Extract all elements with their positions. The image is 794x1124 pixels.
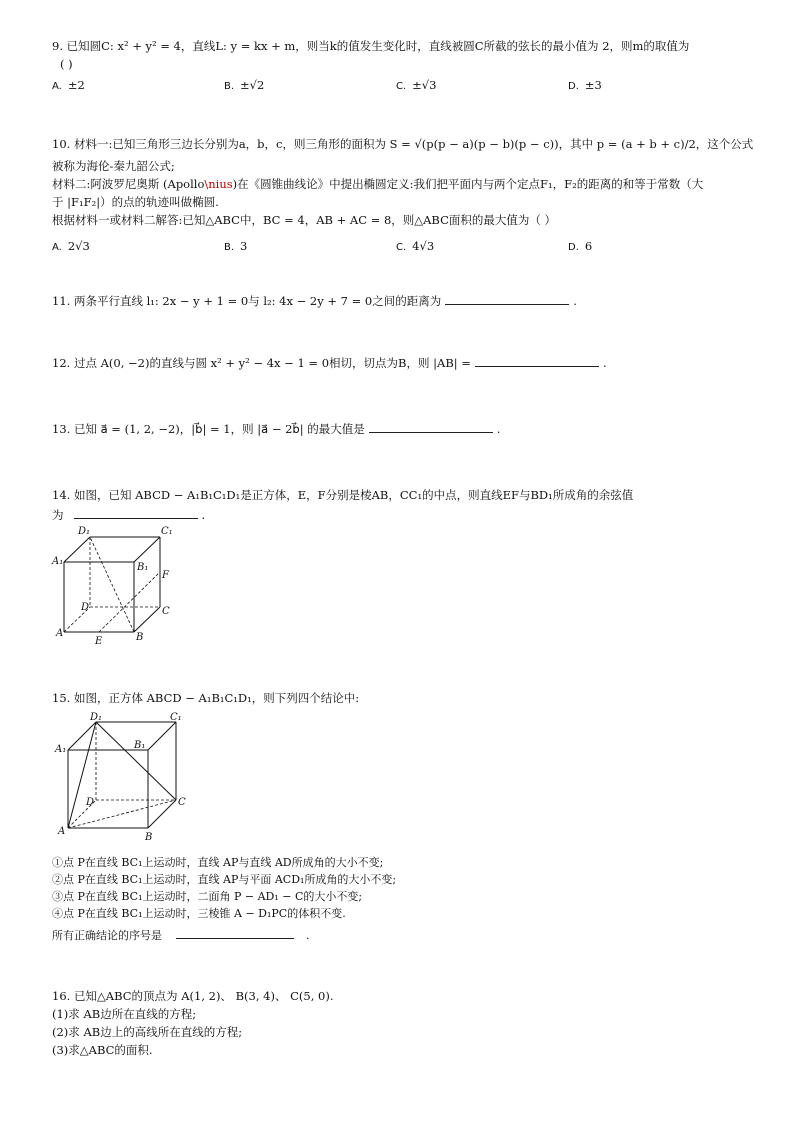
q16-part-3: (3)求△ABC的面积. — [52, 1043, 153, 1057]
q15-item-2: ②点 P在直线 BC₁上运动时，直线 AP与平面 ACD₁所成角的大小不变; — [52, 873, 397, 886]
q9-option-a — [52, 77, 85, 95]
option-text: ±2 — [67, 78, 85, 92]
q13-answer-blank[interactable] — [369, 420, 493, 433]
option-label: C. — [396, 242, 407, 253]
label-c: C — [162, 606, 170, 617]
q10-line2: 被称为海伦-秦九韶公式; — [52, 159, 175, 173]
label-b1: B₁ — [137, 562, 149, 573]
q9-paren: ( ) — [60, 57, 73, 71]
label-b: B — [145, 832, 153, 842]
label-a: A — [58, 826, 66, 837]
q9-option-b — [224, 77, 264, 95]
q16-stem: 16. 已知△ABC的顶点为 A(1, 2)、 B(3, 4)、 C(5, 0). — [52, 989, 334, 1003]
q10-option-c — [396, 238, 434, 256]
label-d1: D₁ — [90, 712, 103, 723]
label-c1: C₁ — [170, 712, 182, 723]
q13-end: . — [496, 422, 501, 436]
option-text: 3 — [240, 239, 248, 253]
segment-d1a — [68, 722, 96, 828]
option-label: B. — [224, 81, 235, 92]
option-text: ±√3 — [412, 78, 437, 92]
q9-option-d — [568, 77, 602, 95]
q12-text: 12. 过点 A(0, −2)的直线与圆 x² + y² − 4x − 1 = 0相切，切点为B，则 |AB| = — [52, 356, 471, 370]
q11-text: 11. 两条平行直线 l₁: 2x − y + 1 = 0与 l₂: 4x − 2y + 7 = 0之间的距离为 — [52, 294, 442, 308]
label-e: E — [95, 636, 103, 647]
option-label: A. — [52, 242, 62, 253]
q10-line3b: )在《圆锥曲线论》中提出椭圆定义:我们把平面内与两个定点F₁，F₂的距离的和等于常数（大 — [232, 177, 704, 191]
q14-answer-blank[interactable] — [74, 506, 198, 519]
option-label: C. — [396, 81, 407, 92]
label-c: C — [178, 797, 186, 808]
q10-line3 — [52, 176, 703, 192]
q14-cube-figure — [50, 522, 185, 647]
q15-answer-blank[interactable] — [176, 926, 294, 939]
segment-bd1 — [90, 537, 134, 632]
label-a1: A₁ — [55, 744, 67, 755]
q15-end: . — [306, 929, 310, 942]
option-text: ±3 — [584, 78, 602, 92]
edge-bc — [134, 607, 160, 632]
label-c1: C₁ — [161, 526, 173, 537]
label-a: A — [56, 628, 64, 639]
label-d1: D₁ — [78, 526, 91, 537]
edge-c1b1 — [134, 537, 160, 562]
q9-stem: 9. 已知圆C: x² + y² = 4，直线L: y = kx + m，则当k的值发生变化时，直线被圆C所截的弦长的最小值为 2，则m的取值为 — [52, 39, 690, 53]
q13-text: 13. 已知 a⃗ = (1, 2, −2)，|b⃗| = 1，则 |a⃗ − 2b⃗| 的最大值是 — [52, 422, 365, 436]
q15-cube-figure — [50, 710, 195, 842]
q13 — [52, 420, 500, 437]
q15-item-4: ④点 P在直线 BC₁上运动时，三棱锥 A − D₁PC的体积不变. — [52, 907, 346, 920]
label-a1: A₁ — [52, 556, 64, 567]
segment-ac — [68, 800, 176, 828]
option-text: 4√3 — [412, 239, 435, 253]
q12-answer-blank[interactable] — [475, 354, 599, 367]
option-label: D. — [568, 81, 579, 92]
option-label: D. — [568, 242, 579, 253]
q12-end: . — [602, 356, 607, 370]
q15-stem: 15. 如图，正方体 ABCD − A₁B₁C₁D₁，则下列四个结论中: — [52, 691, 360, 705]
edge-c1b1 — [148, 722, 176, 750]
q10-line3a: 材料二:阿波罗尼奥斯 (Apollo — [52, 177, 205, 191]
label-b: B — [136, 632, 144, 643]
q16-part-1: (1)求 AB边所在直线的方程; — [52, 1007, 197, 1021]
q14-end: . — [201, 508, 206, 522]
option-text: 6 — [584, 239, 593, 253]
q10-option-b — [224, 238, 247, 256]
q10-line1: 10. 材料一:已知三角形三边长分别为a，b，c，则三角形的面积为 S = √(p(p − a)(p − b)(p − c))，其中 p = (a + b + c)/2，这个公式 — [52, 137, 754, 151]
edge-d1a1 — [64, 537, 90, 562]
q15-item-1: ①点 P在直线 BC₁上运动时，直线 AP与直线 AD所成角的大小不变; — [52, 856, 384, 869]
edge-bc — [148, 800, 176, 828]
q11 — [52, 292, 577, 309]
q15-ask-text: 所有正确结论的序号是 — [52, 929, 162, 942]
q11-answer-blank[interactable] — [445, 292, 569, 305]
q12 — [52, 354, 607, 371]
q15-item-3: ③点 P在直线 BC₁上运动时，二面角 P − AD₁ − C的大小不变; — [52, 890, 363, 903]
option-label: B. — [224, 242, 235, 253]
q16-part-2: (2)求 AB边上的高线所在直线的方程; — [52, 1025, 243, 1039]
label-f: F — [162, 570, 169, 581]
q14-line2-text: 为 — [52, 508, 64, 522]
q9-option-c — [396, 77, 436, 95]
q10-line3-red: \nius — [204, 177, 233, 191]
q10-line4: 于 |F₁F₂|）的点的轨迹叫做椭圆. — [52, 195, 219, 209]
q10-line5: 根据材料一或材料二解答:已知△ABC中，BC = 4，AB + AC = 8，则△ABC面积的最大值为（ ） — [52, 213, 557, 227]
q10-option-d — [568, 238, 592, 256]
option-label: A. — [52, 81, 62, 92]
label-d: D — [86, 797, 95, 808]
q15-ask — [52, 926, 310, 944]
q14-line1: 14. 如图，已知 ABCD − A₁B₁C₁D₁是正方体，E，F分别是棱AB，CC₁的中点，则直线EF与BD₁所成角的余弦值 — [52, 488, 634, 502]
option-text: ±√2 — [240, 78, 265, 92]
q10-option-a — [52, 238, 90, 256]
q14-line2 — [52, 506, 205, 523]
label-b1: B₁ — [134, 740, 146, 751]
label-d: D — [81, 602, 90, 613]
q11-end: . — [573, 294, 577, 308]
option-text: 2√3 — [67, 239, 90, 253]
